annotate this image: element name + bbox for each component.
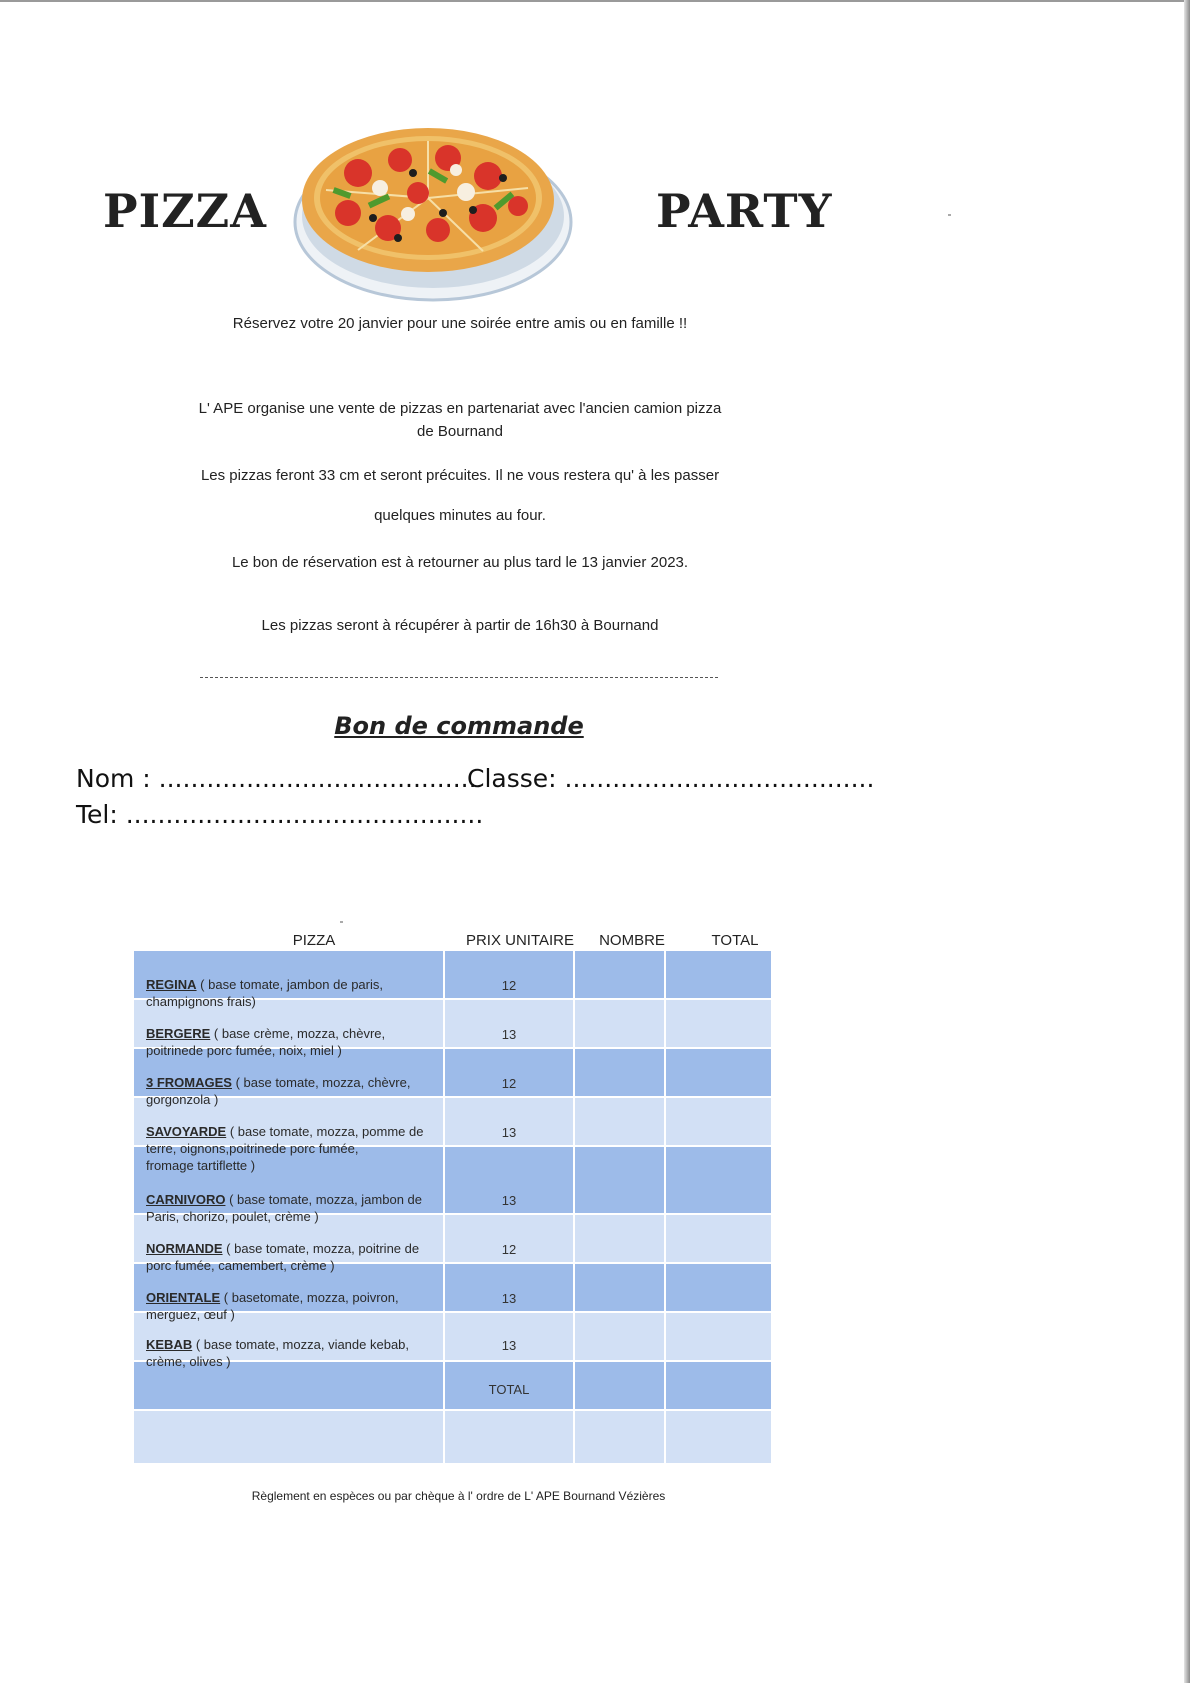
classe-field[interactable]: Classe: ....................................... <box>467 764 875 793</box>
scan-speck <box>340 921 343 923</box>
header-nombre: NOMBRE <box>599 932 665 949</box>
pizza-orientale <box>146 1289 442 1323</box>
intro-organizer-line-2: de Bournand <box>417 423 503 440</box>
intro-deadline-line: Le bon de réservation est à retourner au plus tard le 13 janvier 2023. <box>231 554 689 571</box>
pizza-desc-2: porc fumée, camembert, crème ) <box>146 1258 335 1273</box>
header-pizza: PIZZA <box>292 932 336 949</box>
pizza-desc-2: Paris, chorizo, poulet, crème ) <box>146 1209 319 1224</box>
pizza-name: KEBAB <box>146 1337 193 1352</box>
intro-oven-line: quelques minutes au four. <box>374 507 546 524</box>
total-nombre-cell[interactable] <box>575 1362 664 1409</box>
title-pizza: PIZZA <box>103 184 267 238</box>
pizza-regina <box>146 976 442 1010</box>
scan-speck <box>948 214 951 216</box>
pizza-desc-2: crème, olives ) <box>146 1354 231 1369</box>
pizza-name: REGINA <box>146 977 197 992</box>
title-party: PARTY <box>656 184 833 238</box>
right-scan-edge <box>1184 0 1190 1683</box>
pizza-illustration-icon <box>288 118 578 304</box>
pizza-name: BERGERE <box>146 1026 211 1041</box>
pizza-normande <box>146 1240 442 1274</box>
price-regina: 12 <box>501 978 517 993</box>
total-total-cell[interactable] <box>666 1362 771 1409</box>
nom-field[interactable]: Nom : ........................................ <box>76 764 477 793</box>
total-label: TOTAL <box>488 1382 530 1397</box>
pizza-desc: ( base tomate, mozza, viande kebab, <box>192 1337 410 1352</box>
intro-organizer-line: L' APE organise une vente de pizzas en partenariat avec l'ancien camion pizza <box>198 400 722 417</box>
price-kebab: 13 <box>501 1338 517 1353</box>
price-bergere: 13 <box>501 1027 517 1042</box>
pizza-desc: ( base crème, mozza, chèvre, <box>210 1026 386 1041</box>
intro-size-line: Les pizzas feront 33 cm et seront précuites. Il ne vous restera qu' à les passer <box>200 467 720 484</box>
pizza-desc-2: terre, oignons,poitrinede porc fumée, <box>146 1141 359 1156</box>
pizza-desc: ( base tomate, mozza, poitrine de <box>222 1241 420 1256</box>
pizza-desc-2: gorgonzola ) <box>146 1092 219 1107</box>
pizza-desc-3: fromage tartiflette ) <box>146 1158 256 1173</box>
price-orientale: 13 <box>501 1291 517 1306</box>
price-carnivoro: 13 <box>501 1193 517 1208</box>
header-prix-unitaire: PRIX UNITAIRE <box>465 932 575 949</box>
price-savoyarde: 13 <box>501 1125 517 1140</box>
pizza-carnivoro <box>146 1191 442 1225</box>
payment-note: Règlement en espèces ou par chèque à l' ordre de L' APE Bournand Vézières <box>251 1489 666 1503</box>
order-form-title: Bon de commande <box>334 712 584 740</box>
price-3-fromages: 12 <box>501 1076 517 1091</box>
pizza-savoyarde <box>146 1123 442 1174</box>
pizza-desc-2: champignons frais) <box>146 994 256 1009</box>
pizza-name: SAVOYARDE <box>146 1124 227 1139</box>
header-total: TOTAL <box>711 932 759 949</box>
pizza-bergere <box>146 1025 442 1059</box>
cut-dashed-line <box>200 677 718 678</box>
top-scan-edge <box>0 0 1190 2</box>
pizza-3-fromages <box>146 1074 442 1108</box>
pizza-name: 3 FROMAGES <box>146 1075 232 1090</box>
intro-pickup-line: Les pizzas seront à récupérer à partir de 16h30 à Bournand <box>261 617 659 634</box>
pizza-name: NORMANDE <box>146 1241 223 1256</box>
pizza-desc-2: merguez, œuf ) <box>146 1307 235 1322</box>
pizza-desc: ( base tomate, mozza, chèvre, <box>231 1075 411 1090</box>
table-row-blank <box>134 1411 771 1463</box>
order-table <box>134 951 771 1463</box>
pizza-name: ORIENTALE <box>146 1290 221 1305</box>
pizza-desc-2: poitrinede porc fumée, noix, miel ) <box>146 1043 342 1058</box>
pizza-kebab <box>146 1336 442 1370</box>
pizza-desc: ( base tomate, mozza, pomme de <box>226 1124 424 1139</box>
price-normande: 12 <box>501 1242 517 1257</box>
pizza-desc: ( base tomate, mozza, jambon de <box>225 1192 422 1207</box>
pizza-desc: ( base tomate, jambon de paris, <box>196 977 383 992</box>
intro-date-line: Réservez votre 20 janvier pour une soirée entre amis ou en famille !! <box>232 315 688 332</box>
tel-field[interactable]: Tel: ............................................. <box>76 800 484 829</box>
pizza-desc: ( basetomate, mozza, poivron, <box>220 1290 399 1305</box>
pizza-name: CARNIVORO <box>146 1192 226 1207</box>
